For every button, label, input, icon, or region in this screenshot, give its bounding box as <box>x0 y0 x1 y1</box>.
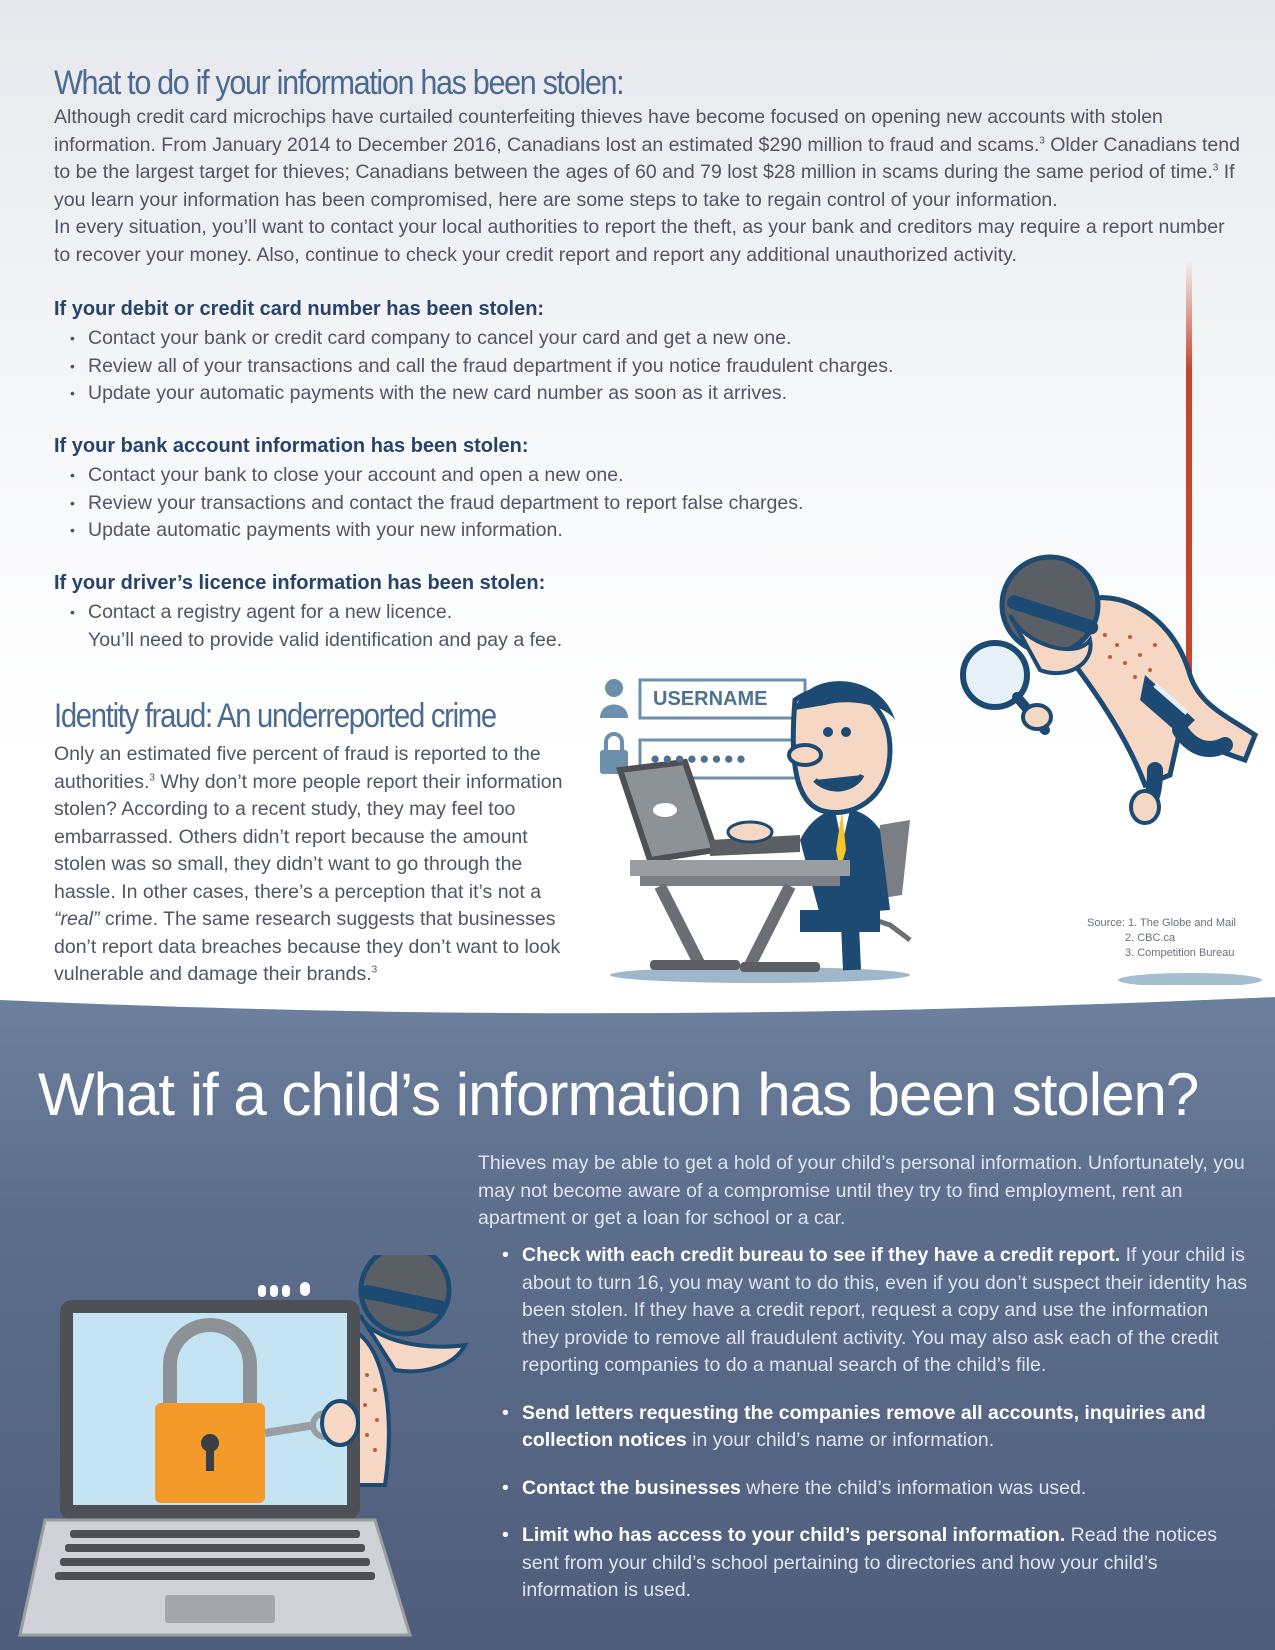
list-item: • Contact the businesses where the child’s information was used. <box>502 1475 1248 1503</box>
username-field: USERNAME <box>653 688 768 710</box>
licence-stolen-heading: If your driver’s licence information has been stolen: <box>54 572 546 594</box>
fraud-text: Only an estimated five percent of fraud is reported to the authorities.$^3$ Why don’t more people report their information stolen? According to a recent study, they may feel too embarrassed. Others didn’t report because the amount stolen was so small, they didn’t want to go through the hassle. In other cases, there’s a perception that it’s not a “real” crime. The same research suggests that businesses don’t report data breaches because they don’t want to look vulnerable and damage their brands.$^3$ <box>54 743 563 985</box>
list-item: • Contact your bank or credit card company to cancel your card and get a new one. <box>70 325 893 353</box>
card-steps-list <box>70 325 893 408</box>
source-notes: Source: 1. The Globe and Mail 2. CBC.ca 3. Competition Bureau <box>1087 917 1236 959</box>
bank-stolen-heading: If your bank account information has been stolen: <box>54 435 529 457</box>
list-item: • Limit who has access to your child’s personal information. Read the notices sent from your child’s school pertaining to directories and how your child’s information is used. <box>502 1522 1248 1605</box>
child-heading: What if a child’s information has been stolen? <box>38 1061 1199 1128</box>
intro-paragraph-2: In every situation, you’ll want to contact your local authorities to report the theft, as your bank and creditors may require a report number to recover your money. Also, continue to check your credit report and report any additional unauthorized activity. <box>54 216 1225 266</box>
fraud-heading: Identity fraud: An underreported crime <box>54 697 496 735</box>
child-intro: Thieves may be able to get a hold of your child’s personal information. Unfortunately, you may not become aware of a compromise until they try to find employment, rent an apartment or get a loan for school or a car. <box>478 1152 1245 1229</box>
intro-text <box>54 104 1244 269</box>
bank-steps-list <box>70 462 803 545</box>
licence-steps-list <box>70 599 562 654</box>
child-steps-list <box>502 1242 1248 1625</box>
list-item: • Review your transactions and contact the fraud department to report false charges. <box>70 490 803 518</box>
list-item: • Contact a registry agent for a new licence. You’ll need to provide valid identification and pay a fee. <box>70 599 562 654</box>
intro-paragraph-1: Although credit card microchips have curtailed counterfeiting thieves have become focused on opening new accounts with stolen information. From January 2014 to December 2016, Canadians lost an estimated $290 million to fraud and scams.$^3$ Older Canadians tend to be the largest target for thieves; Canadians between the ages of 60 and 79 lost $28 million in scams during the same period of time.$^3$ If you learn your information has been compromised, here are some steps to take to regain control of your information. <box>54 106 1240 211</box>
list-item: • Send letters requesting the companies remove all accounts, inquiries and collection notices in your child’s name or information. <box>502 1400 1248 1455</box>
laptop-lock-illustration <box>15 1255 475 1640</box>
password-field: ●●●●●●●● <box>650 749 749 768</box>
list-item: • Update your automatic payments with the new card number as soon as it arrives. <box>70 380 893 408</box>
list-item: • Contact your bank to close your account and open a new one. <box>70 462 803 490</box>
list-item: • Update automatic payments with your new information. <box>70 517 803 545</box>
list-item: • Check with each credit bureau to see if they have a credit report. If your child is about to turn 16, you may want to do this, even if you don’t suspect their identity has been stolen. If they have a credit report, request a copy and use the information they provide to remove all fraudulent activity. You may also ask each of the credit reporting companies to do a manual search of the child’s file. <box>502 1242 1248 1380</box>
page-title: What to do if your information has been stolen: <box>54 64 624 102</box>
section-divider <box>0 985 1275 1025</box>
computer-user-illustration <box>590 670 1010 990</box>
card-stolen-heading: If your debit or credit card number has been stolen: <box>54 298 545 320</box>
list-item: • Review all of your transactions and call the fraud department if you notice fraudulent charges. <box>70 353 893 381</box>
